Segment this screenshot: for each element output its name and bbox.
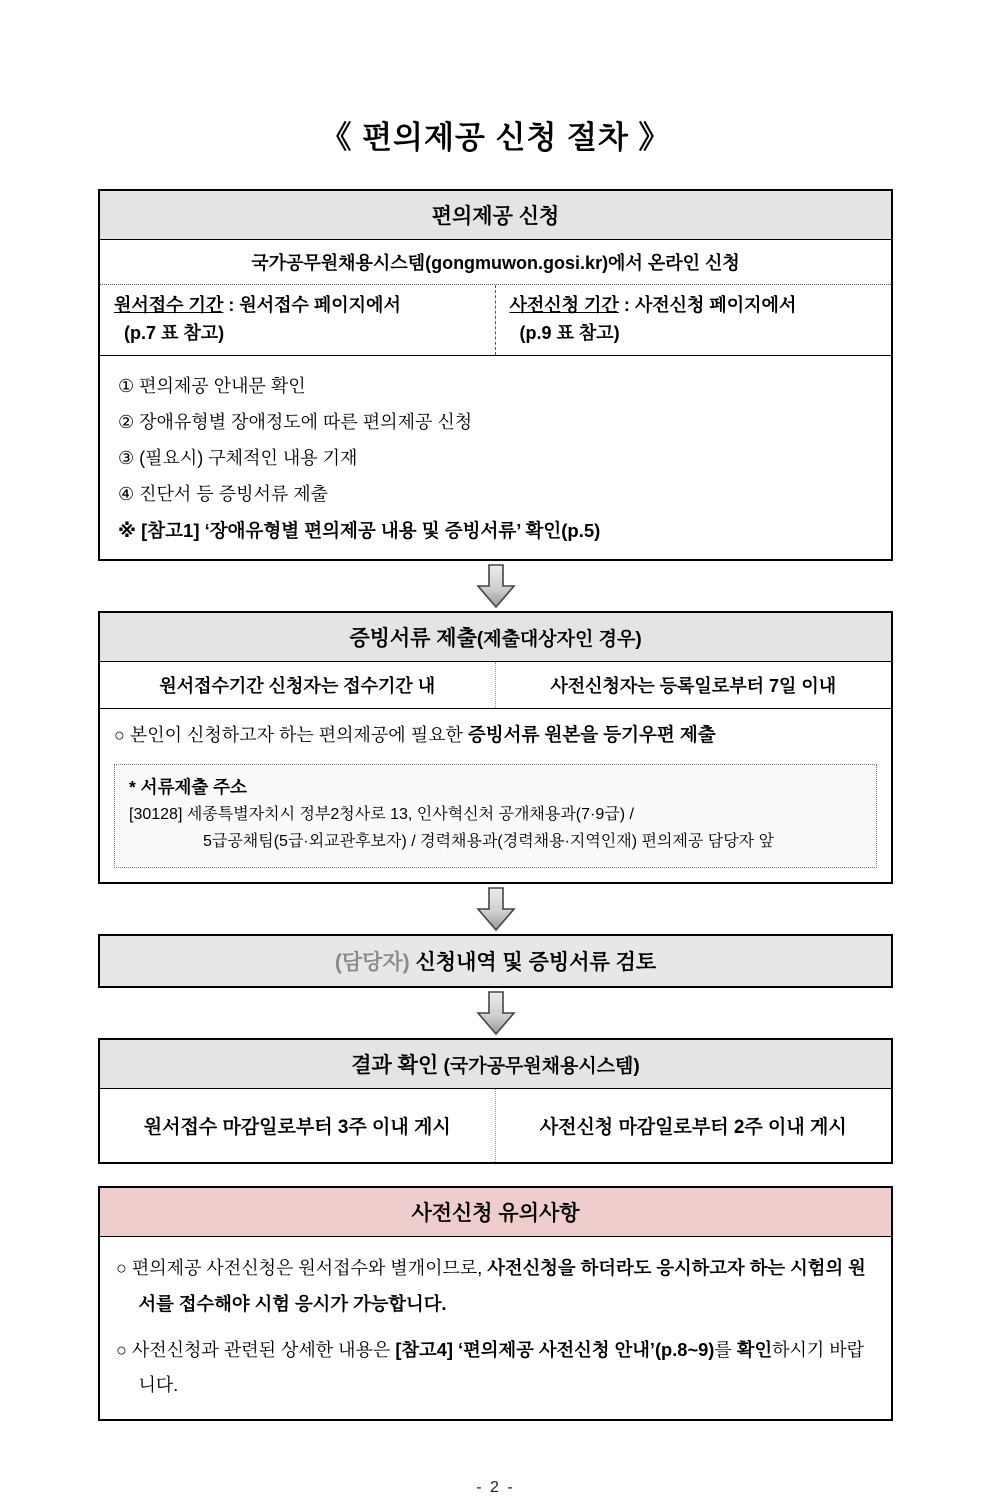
flow-arrow-3 <box>98 988 893 1038</box>
step-2: ② 장애유형별 장애정도에 따른 편의제공 신청 <box>118 411 473 432</box>
right-period-label: 사전신청 기간 <box>509 295 619 315</box>
page-title: 《 편의제공 신청 절차 》 <box>320 120 671 155</box>
page-number: - 2 - <box>476 1479 515 1497</box>
review-prefix: (담당자) <box>334 951 410 975</box>
spacer <box>98 1164 893 1186</box>
application-period-right <box>496 285 892 355</box>
documents-header-main: 증빙서류 제출 <box>349 626 477 650</box>
result-row <box>100 1089 891 1162</box>
documents-deadline-right: 사전신청자는 등록일로부터 7일 이내 <box>550 675 837 696</box>
notice-2-bold-1: [참고4] ‘편의제공 사전신청 안내’(p.8~9) <box>395 1339 715 1361</box>
documents-header-sub: (제출대상자인 경우) <box>476 628 642 650</box>
right-period-rest: : 사전신청 페이지에서 <box>618 295 797 315</box>
down-arrow-icon <box>476 887 516 931</box>
result-box-header <box>100 1040 891 1089</box>
application-steps <box>100 356 891 559</box>
result-left: 원서접수 마감일로부터 3주 이내 게시 <box>100 1089 496 1162</box>
documents-deadline-row <box>100 662 891 709</box>
result-header-sub: (국가공무원채용시스템) <box>438 1056 640 1078</box>
down-arrow-icon <box>476 564 516 608</box>
notice-1-normal: ○ 편의제공 사전신청은 원서접수와 별개이므로, <box>116 1258 488 1279</box>
notice-2-normal-1: ○ 사전신청과 관련된 상세한 내용은 <box>116 1340 396 1361</box>
address-title: * 서류제출 주소 <box>129 776 247 797</box>
step-3: ③ (필요시) 구체적인 내용 기재 <box>118 447 358 468</box>
notice-box <box>98 1186 893 1421</box>
documents-bullet-bold: 증빙서류 원본을 등기우편 제출 <box>467 723 716 745</box>
documents-bullet <box>100 709 891 754</box>
reference-note: ※ [참고1] ‘장애유형별 편의제공 내용 및 증빙서류’ 확인(p.5) <box>118 519 601 541</box>
review-title: 신청내역 및 증빙서류 검토 <box>409 951 657 975</box>
left-period-sub: (p.7 표 참고) <box>124 322 225 343</box>
result-right: 사전신청 마감일로부터 2주 이내 게시 <box>539 1117 847 1139</box>
result-box <box>98 1038 893 1164</box>
left-period-rest: : 원서접수 페이지에서 <box>223 295 401 315</box>
notice-body <box>100 1237 891 1419</box>
address-line-1: [30128] 세종특별자치시 정부2청사로 13, 인사혁신처 공개채용과(7·9급) / <box>129 806 634 824</box>
step-1: ① 편의제공 안내문 확인 <box>118 375 306 396</box>
flow-arrow-2 <box>98 884 893 934</box>
notice-2-bold-2: 확인 <box>736 1339 773 1361</box>
notice-1-bold: 사전신청을 하더라도 응시하고자 하는 시험의 원서를 접수해야 시험 응시가 가능합니다. <box>138 1257 866 1315</box>
document-page <box>98 0 893 1497</box>
application-box-header: 편의제공 신청 <box>100 191 891 240</box>
result-header-main: 결과 확인 <box>351 1054 439 1078</box>
documents-box <box>98 611 893 884</box>
online-application-row: 국가공무원채용시스템(gongmuwon.gosi.kr)에서 온라인 신청 <box>100 240 891 285</box>
notice-2-normal-2: 를 <box>714 1340 737 1361</box>
down-arrow-icon <box>476 991 516 1035</box>
notice-bullet-1 <box>116 1250 875 1322</box>
step-4: ④ 진단서 등 증빙서류 제출 <box>118 483 329 504</box>
documents-deadline-left: 원서접수기간 신청자는 접수기간 내 <box>100 662 496 708</box>
application-period-left <box>100 285 496 355</box>
review-bar <box>98 934 893 988</box>
notice-box-header: 사전신청 유의사항 <box>100 1188 891 1237</box>
address-line-2: 5급공채팀(5급·외교관후보자) / 경력채용과(경력채용·지역인재) 편의제공 담당자 앞 <box>203 832 775 850</box>
left-period-label: 원서접수 기간 <box>114 295 224 315</box>
address-box <box>114 764 877 869</box>
notice-2-normal-3: 하시기 바랍니다. <box>138 1340 865 1396</box>
notice-bullet-2 <box>116 1332 875 1403</box>
right-period-sub: (p.9 표 참고) <box>519 322 620 343</box>
application-period-row <box>100 285 891 356</box>
flow-arrow-1 <box>98 561 893 611</box>
documents-box-header <box>100 613 891 662</box>
application-box <box>98 189 893 561</box>
documents-bullet-text: ○ 본인이 신청하고자 하는 편의제공에 필요한 <box>114 724 468 745</box>
